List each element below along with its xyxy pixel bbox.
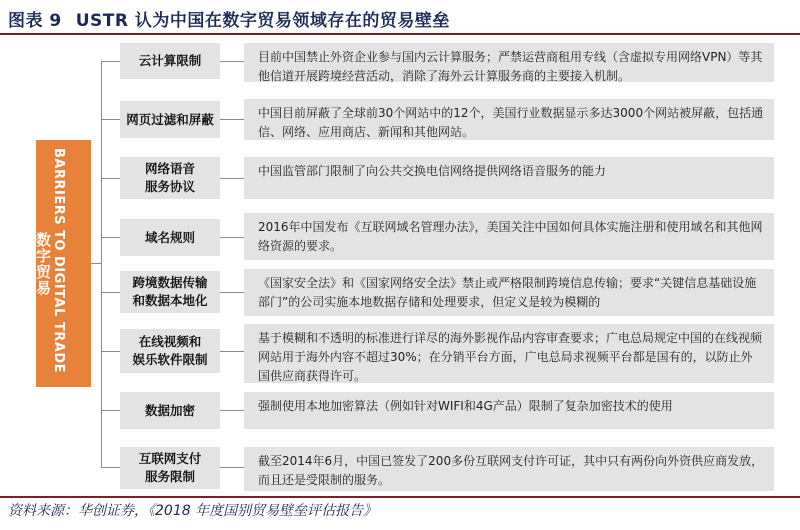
category-voip: 网络语音 服务协议 bbox=[120, 157, 220, 199]
figure-title-text: USTR 认为中国在数字贸易领域存在的贸易壁垒 bbox=[75, 11, 450, 31]
branch-connector bbox=[101, 61, 120, 62]
title-divider bbox=[0, 33, 800, 35]
row-connector bbox=[220, 351, 244, 352]
description-domain-rules: 2016年中国发布《互联网域名管理办法》，美国关注中国如何具体实施注册和使用域名和其他网络资源的要求。 bbox=[244, 213, 774, 260]
source-divider bbox=[0, 496, 800, 498]
category-domain-rules: 域名规则 bbox=[120, 219, 220, 256]
trunk-connector bbox=[91, 263, 101, 264]
barrier-label-box bbox=[36, 140, 91, 387]
description-internet-payment: 截至2014年6月，中国已签发了200多份互联网支付许可证，其中只有两份向外资供应商发放，而且还是受限制的服务。 bbox=[244, 447, 774, 491]
category-cross-border-data: 跨境数据传输 和数据本地化 bbox=[120, 271, 220, 313]
branch-connector bbox=[101, 237, 120, 238]
branch-connector bbox=[101, 467, 120, 468]
description-online-video: 基于模糊和不透明的标准进行详尽的海外影视作品内容审查要求；广电总局规定中国的在线视频网站用于海外内容不超过30%；在分销平台方面，广电总局求视频平台都是国有的，以防止外国供应商获得许可。 bbox=[244, 324, 774, 383]
barrier-label-english: BARRIERS TO DIGITAL TRADE bbox=[51, 148, 66, 374]
row-connector bbox=[220, 119, 244, 120]
branch-connector bbox=[101, 351, 120, 352]
description-data-encryption: 强制使用本地加密算法（例如针对WIFI和4G产品）限制了复杂加密技术的使用 bbox=[244, 392, 774, 429]
barrier-label-chinese: 数字贸易 bbox=[34, 232, 52, 296]
branch-connector bbox=[101, 178, 120, 179]
figure-title bbox=[8, 6, 450, 31]
category-data-encryption: 数据加密 bbox=[120, 392, 220, 429]
description-cloud-computing: 目前中国禁止外资企业参与国内云计算服务；严禁运营商租用专线（含虚拟专用网络VPN）等其他信道开展跨境经营活动，消除了海外云计算服务商的主要接入机制。 bbox=[244, 43, 774, 82]
description-cross-border-data: 《国家安全法》和《国家网络安全法》禁止或严格限制跨境信息传输；要求“关键信息基础设施部门”的公司实施本地数据存储和处理要求，但定义是较为模糊的 bbox=[244, 269, 774, 316]
row-connector bbox=[220, 178, 244, 179]
description-web-filtering: 中国目前屏蔽了全球前30个网站中的12个，美国行业数据显示多达3000个网站被屏蔽，包括通信、网络、应用商店、新闻和其他网站。 bbox=[244, 99, 774, 140]
category-web-filtering: 网页过滤和屏蔽 bbox=[120, 101, 220, 138]
vertical-connector bbox=[101, 61, 102, 467]
row-connector bbox=[220, 237, 244, 238]
figure-number: 图表 9 bbox=[8, 11, 62, 31]
description-voip: 中国监管部门限制了向公共交换电信网络提供网络语音服务的能力 bbox=[244, 157, 774, 199]
category-internet-payment: 互联网支付 服务限制 bbox=[120, 447, 220, 489]
branch-connector bbox=[101, 410, 120, 411]
row-connector bbox=[220, 61, 244, 62]
category-cloud-computing: 云计算限制 bbox=[120, 43, 220, 79]
row-connector bbox=[220, 410, 244, 411]
category-online-video: 在线视频和 娱乐软件限制 bbox=[120, 329, 220, 373]
branch-connector bbox=[101, 119, 120, 120]
source-note: 资料来源：华创证券，《2018 年度国别贸易壁垒评估报告》 bbox=[8, 503, 378, 519]
row-connector bbox=[220, 467, 244, 468]
row-connector bbox=[220, 292, 244, 293]
branch-connector bbox=[101, 292, 120, 293]
